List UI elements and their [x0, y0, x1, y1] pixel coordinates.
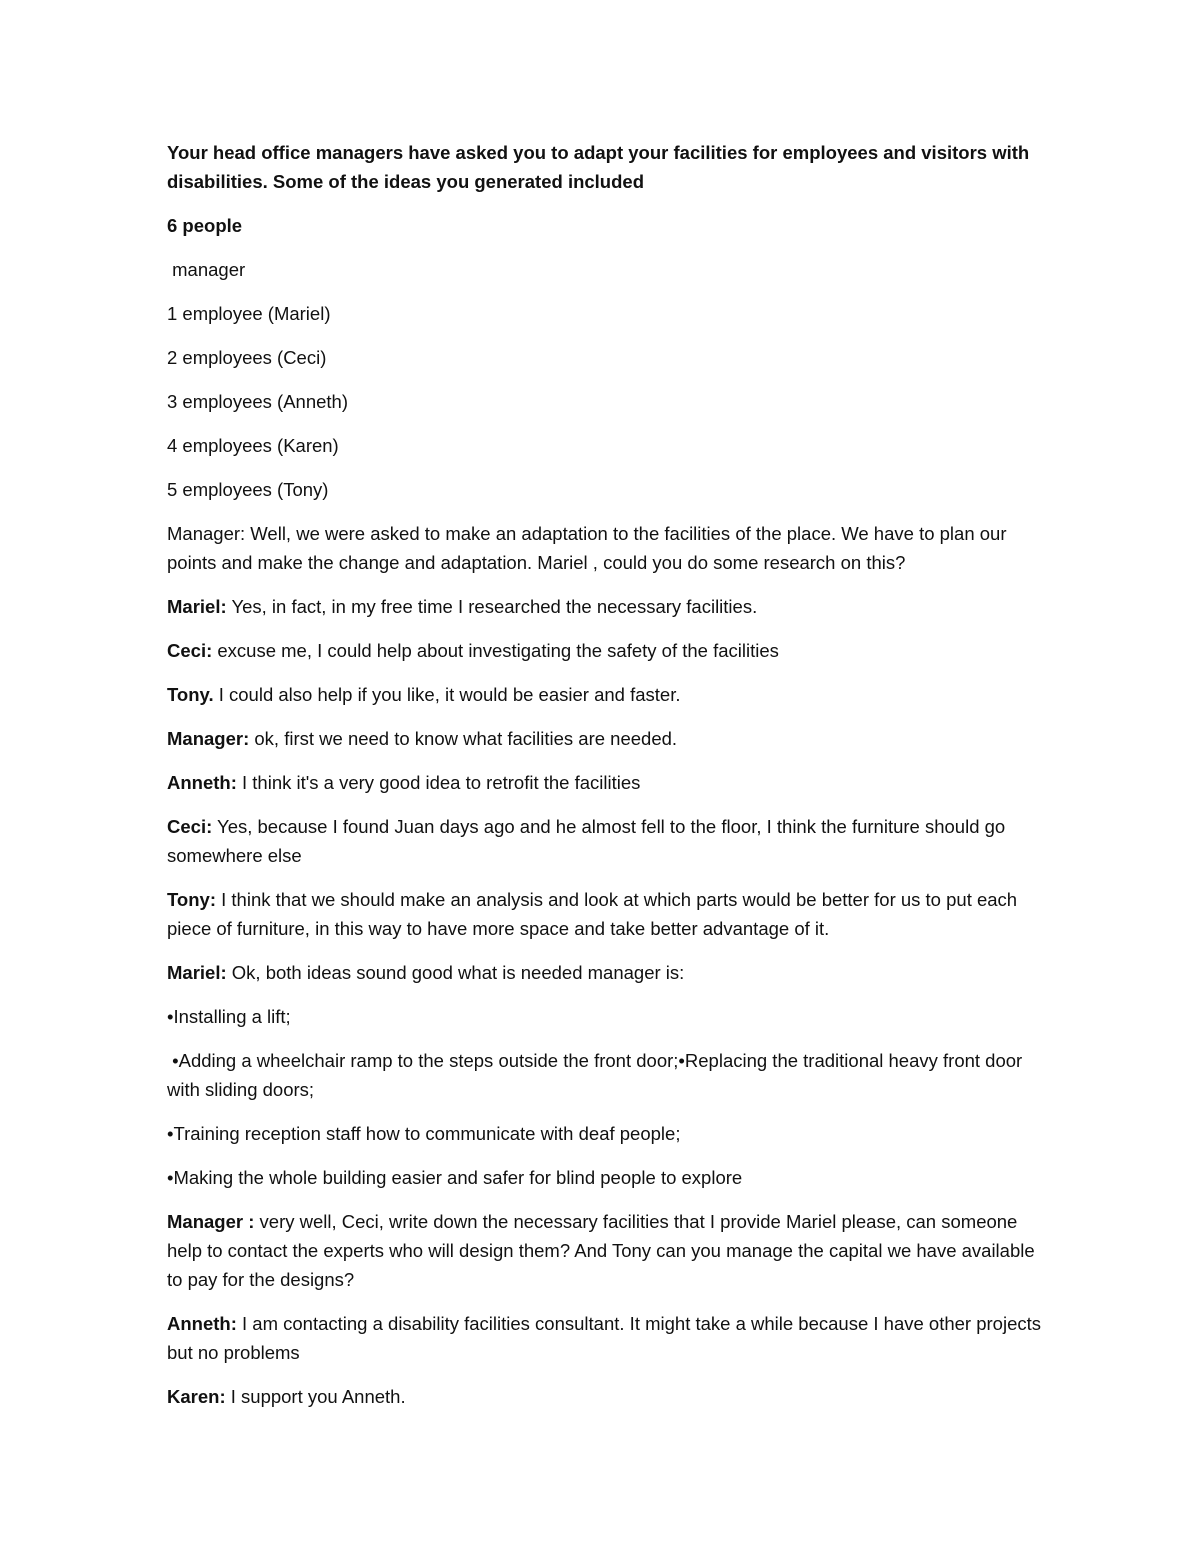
dialogue-text: I am contacting a disability facilities consultant. It might take a while because I have other projects but no problems [167, 1313, 1042, 1363]
speaker-name: Tony: [167, 889, 216, 910]
speaker-name: Mariel: [167, 596, 227, 617]
dialogue-line [167, 812, 1047, 870]
dialogue-line [167, 680, 1047, 709]
speaker-name: Ceci: [167, 640, 213, 661]
dialogue-text: I support you Anneth. [225, 1386, 406, 1407]
dialogue-text: very well, Ceci, write down the necessary facilities that I provide Mariel please, can someone help to contact the experts who will design them? And Tony can you manage the capital we have available to pay for the designs? [167, 1211, 1035, 1290]
dialogue-text: Yes, because I found Juan days ago and he almost fell to the floor, I think the furniture should go somewhere else [167, 816, 1006, 866]
dialogue-line [167, 768, 1047, 797]
people-heading: 6 people [167, 215, 243, 236]
dialogue-text: I think it's a very good idea to retrofit the facilities [236, 772, 641, 793]
bullet-item: •Adding a wheelchair ramp to the steps outside the front door;•Replacing the traditional heavy front door with sliding doors; [167, 1050, 1028, 1100]
dialogue-text: Ok, both ideas sound good what is needed manager is: [226, 962, 685, 983]
dialogue-line [167, 1207, 1047, 1294]
dialogue-text: Yes, in fact, in my free time I researched the necessary facilities. [226, 596, 758, 617]
dialogue-text: I think that we should make an analysis and look at which parts would be better for us to put each piece of furniture, in this way to have more space and take better advantage of it. [167, 889, 1018, 939]
role-karen: 4 employees (Karen) [167, 435, 339, 456]
role-tony: 5 employees (Tony) [167, 479, 329, 500]
speaker-name: Anneth: [167, 772, 237, 793]
role-manager: manager [167, 259, 246, 280]
bullet-item: •Making the whole building easier and safer for blind people to explore [167, 1167, 743, 1188]
role-ceci: 2 employees (Ceci) [167, 347, 327, 368]
document-page [167, 138, 1047, 1426]
role-anneth: 3 employees (Anneth) [167, 391, 348, 412]
dialogue-line [167, 636, 1047, 665]
speaker-name: Mariel: [167, 962, 227, 983]
dialogue-line [167, 519, 1047, 577]
bullet-item: •Training reception staff how to communicate with deaf people; [167, 1123, 681, 1144]
dialogue-text: I could also help if you like, it would be easier and faster. [213, 684, 681, 705]
speaker-name: Tony. [167, 684, 214, 705]
dialogue-line [167, 724, 1047, 753]
speaker-name: Karen: [167, 1386, 226, 1407]
role-mariel: 1 employee (Mariel) [167, 303, 331, 324]
dialogue-line [167, 1309, 1047, 1367]
intro-paragraph: Your head office managers have asked you to adapt your facilities for employees and visitors with disabilities. Some of the ideas you generated included [167, 142, 1030, 192]
bullet-item: •Installing a lift; [167, 1006, 291, 1027]
speaker-name: Manager : [167, 1211, 255, 1232]
speaker-name: Anneth: [167, 1313, 237, 1334]
dialogue-text: Manager: Well, we were asked to make an adaptation to the facilities of the place. We have to plan our points and make the change and adaptation. Mariel , could you do some research on this? [167, 523, 1007, 573]
dialogue-text: excuse me, I could help about investigating the safety of the facilities [212, 640, 779, 661]
dialogue-line [167, 885, 1047, 943]
dialogue-line [167, 1382, 1047, 1411]
dialogue-line [167, 958, 1047, 987]
dialogue-text: ok, first we need to know what facilities are needed. [249, 728, 678, 749]
speaker-name: Manager: [167, 728, 250, 749]
speaker-name: Ceci: [167, 816, 213, 837]
dialogue-line [167, 592, 1047, 621]
